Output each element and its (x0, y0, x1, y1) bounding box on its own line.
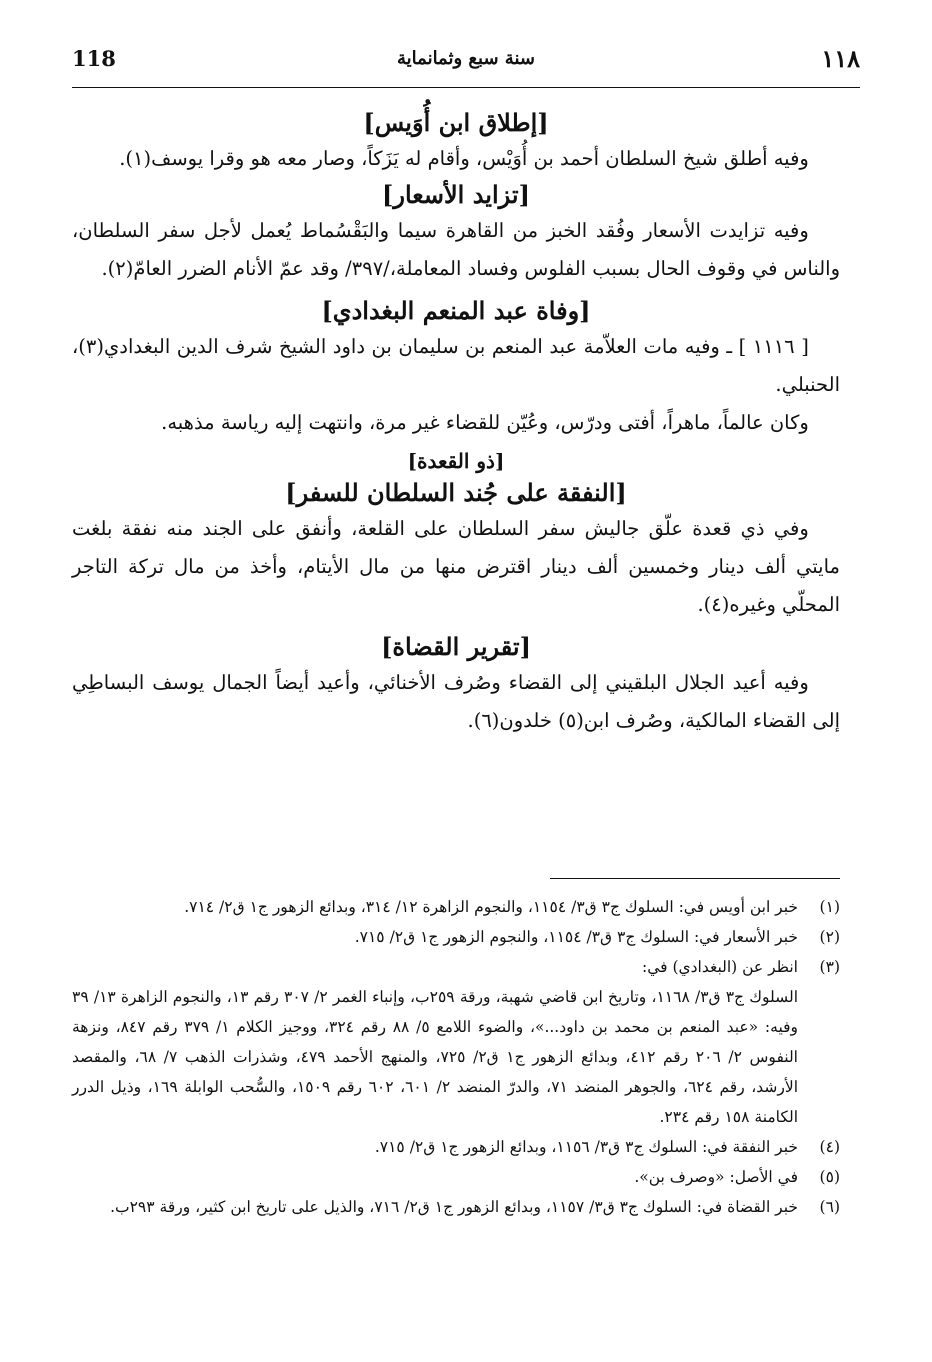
footnote (72, 1132, 840, 1162)
header-rule (72, 87, 860, 88)
footnote-text: خبر النفقة في: السلوك ج٣ ق٣/ ١١٥٦، وبدائع الزهور ج١ ق٢/ ٧١٥. (374, 1138, 798, 1156)
page-header (72, 40, 860, 84)
footnote-number: (١) (819, 898, 840, 916)
footnotes (72, 892, 840, 1222)
footnote-text: خبر ابن أويس في: السلوك ج٣ ق٣/ ١١٥٤، والنجوم الزاهرة ١٢/ ٣١٤، وبدائع الزهور ج١ ق٢/ ٧١٤. (184, 898, 798, 916)
paragraph: وكان عالماً، ماهراً، أفتى ودرّس، وعُيّن للقضاء غير مرة، وانتهت إليه رياسة مذهبه. (161, 411, 809, 434)
footnote (72, 1192, 840, 1222)
footnote-number: (٢) (819, 928, 840, 946)
footnote (72, 922, 840, 952)
section-judges-appointment (72, 630, 840, 740)
footnote (72, 1162, 840, 1192)
paragraph: وفي ذي قعدة علّق جاليش سفر السلطان على القلعة، وأنفق على الجند منه نفقة بلغت مايتي ألف دينار وخمسين ألف دينار اقترض منها من مال الأيتام، وأخذ من مال تركة التاجر المحلّي وغيره(٤). (72, 517, 840, 616)
section-price-rise (72, 178, 840, 288)
footnote-text: انظر عن (البغدادي) في: (641, 958, 798, 976)
footnote-number: (٥) (819, 1168, 840, 1186)
footnote-number: (٦) (819, 1198, 840, 1216)
section-heading: [وفاة عبد المنعم البغدادي] (321, 296, 591, 325)
section-heading: [تقرير القضاة] (381, 632, 531, 661)
page-number-latin: 118 (72, 46, 116, 71)
main-text (72, 106, 840, 740)
section-heading: [تزايد الأسعار] (382, 180, 530, 209)
footnote (72, 892, 840, 922)
footnote (72, 982, 840, 1132)
footnote (72, 952, 840, 982)
section-army-expenditure (72, 446, 840, 624)
section-death-baghdadi (72, 294, 840, 442)
section-heading: [إطلاق ابن أُوَيس] (363, 108, 549, 137)
section-release-ibn-uways (72, 106, 840, 178)
footnote-number: (٤) (819, 1138, 840, 1156)
section-heading: [النفقة على جُند السلطان للسفر] (285, 478, 627, 507)
paragraph: وفيه أطلق شيخ السلطان أحمد بن أُوَيْس، وأقام له يَزَكاً، وصار معه هو وقرا يوسف(١). (119, 147, 809, 170)
month-heading: [ذو القعدة] (407, 449, 505, 473)
footnote-rule (550, 878, 840, 879)
footnote-text: السلوك ج٣ ق٣/ ١١٦٨، وتاريخ ابن قاضي شهبة، ورقة ٢٥٩ب، وإنباء الغمر ٢/ ٣٠٧ رقم ١٣، والنجوم الزاهرة ١٣/ ٣٩ وفيه: «عبد المنعم بن محمد بن داود...»، والضوء اللامع ٥/ ٨٨ رقم ٣٢٤، ووجيز الكلام ١/ ٣٧٩ رقم ٨٤٧، ونزهة النفوس ٢/ ٢٠٦ رقم ٤١٢، وبدائع الزهور ج١ ق٢/ ٧٢٥، والمنهج الأحمد ٤٧٩، وشذرات الذهب ٧/ ٦٨، والمقصد الأرشد، رقم ٦٢٤، والجوهر المنضد ٧١، والدرّ المنضد ٢/ ٦٠١، ٦٠٢ رقم ١٥٠٩، والسُّحب الوابلة ١٦٩، وذيل الدرر الكامنة ١٥٨ رقم ٢٣٤. (72, 988, 799, 1126)
footnote-text: في الأصل: «وصرف بن». (634, 1168, 798, 1186)
paragraph: وفيه أعيد الجلال البلقيني إلى القضاء وصُرف الأخنائي، وأعيد أيضاً الجمال يوسف البساطِي إلى القضاء المالكية، وصُرف ابن(٥) خلدون(٦). (72, 671, 840, 732)
footnote-text: خبر القضاة في: السلوك ج٣ ق٣/ ١١٥٧، وبدائع الزهور ج١ ق٢/ ٧١٦، والذيل على تاريخ ابن كثير، ورقة ٢٩٣ب. (110, 1198, 798, 1216)
paragraph: وفيه تزايدت الأسعار وفُقد الخبز من القاهرة سيما والبَقْسُماط يُعمل لأجل سفر السلطان، والناس في وقوف الحال بسبب الفلوس وفساد المعاملة،/٣٩٧/ وقد عمّ الأنام الضرر العامّ(٢). (72, 219, 840, 280)
footnote-text: خبر الأسعار في: السلوك ج٣ ق٣/ ١١٥٤، والنجوم الزهور ج١ ق٢/ ٧١٥. (354, 928, 798, 946)
running-title: سنة سبع وثمانماية (397, 48, 535, 69)
paragraph: [ ١١١٦ ] ـ وفيه مات العلاّمة عبد المنعم بن سليمان بن داود الشيخ شرف الدين البغدادي(٣)، الحنبلي. (72, 335, 840, 396)
footnote-number: (٣) (819, 958, 840, 976)
page-number-arabic: ١١٨ (821, 44, 860, 73)
